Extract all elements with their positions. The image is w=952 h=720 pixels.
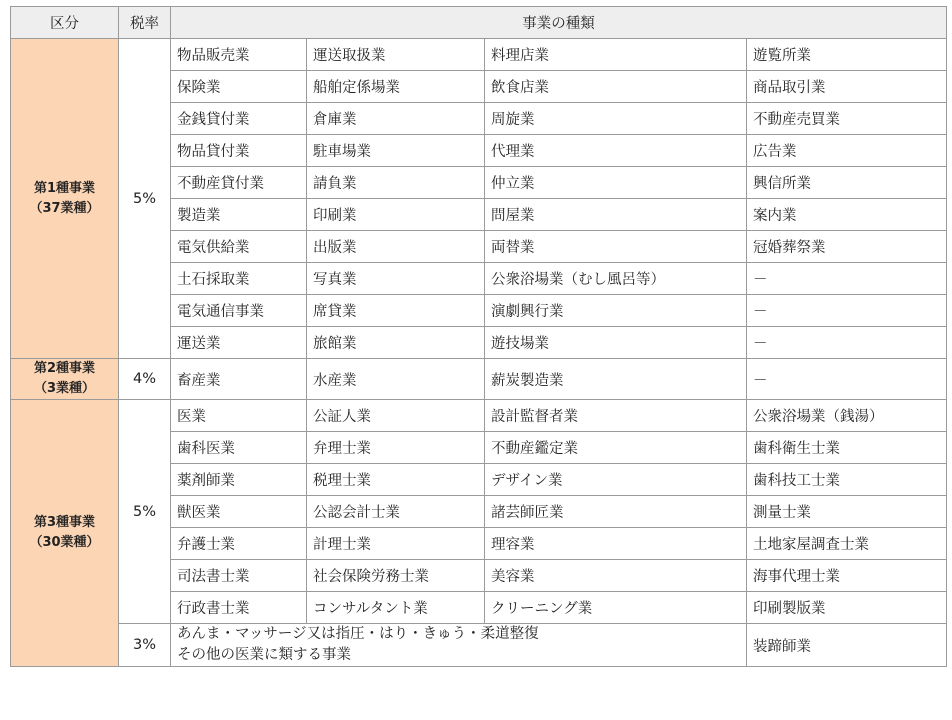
table-cell: 商品取引業 <box>747 71 947 103</box>
group2-rate: 4% <box>119 359 171 400</box>
table-cell: 社会保険労務士業 <box>307 560 485 592</box>
group3-special-types <box>171 624 747 667</box>
table-cell: 歯科衛生士業 <box>747 432 947 464</box>
group3-category <box>11 400 119 667</box>
table-cell: 行政書士業 <box>171 592 307 624</box>
table-cell: コンサルタント業 <box>307 592 485 624</box>
header-row <box>11 7 947 39</box>
table-cell: クリーニング業 <box>485 592 747 624</box>
table-row <box>11 624 947 667</box>
table-cell: 印刷業 <box>307 199 485 231</box>
table-cell: － <box>747 327 947 359</box>
table-cell: 公衆浴場業（銭湯） <box>747 400 947 432</box>
table-cell: 遊覧所業 <box>747 39 947 71</box>
table-cell: 請負業 <box>307 167 485 199</box>
table-cell: 両替業 <box>485 231 747 263</box>
business-tax-table <box>10 6 947 667</box>
group3-sublabel: （30業種） <box>29 535 100 550</box>
table-cell: 公認会計士業 <box>307 496 485 528</box>
table-cell: 代理業 <box>485 135 747 167</box>
table-cell: 歯科医業 <box>171 432 307 464</box>
table-cell: 仲立業 <box>485 167 747 199</box>
table-cell: 冠婚葬祭業 <box>747 231 947 263</box>
table-cell: 周旋業 <box>485 103 747 135</box>
table-cell: 設計監督者業 <box>485 400 747 432</box>
table-cell: 席貸業 <box>307 295 485 327</box>
group3-special-last: 装蹄師業 <box>747 624 947 667</box>
table-cell: 土石採取業 <box>171 263 307 295</box>
table-cell: 物品販売業 <box>171 39 307 71</box>
group1-rate: 5% <box>119 39 171 359</box>
table-cell: 案内業 <box>747 199 947 231</box>
table-cell: 料理店業 <box>485 39 747 71</box>
table-cell: 印刷製版業 <box>747 592 947 624</box>
table-row <box>11 359 947 400</box>
table-cell: 弁理士業 <box>307 432 485 464</box>
table-cell: 興信所業 <box>747 167 947 199</box>
table-body <box>11 39 947 667</box>
group2-label: 第2種事業 <box>33 361 96 376</box>
group1-label: 第1種事業 <box>33 180 96 196</box>
table-cell: － <box>747 295 947 327</box>
header-rate: 税率 <box>119 7 171 39</box>
table-cell: 広告業 <box>747 135 947 167</box>
table-cell: 電気供給業 <box>171 231 307 263</box>
table-cell: 不動産鑑定業 <box>485 432 747 464</box>
table-cell: 計理士業 <box>307 528 485 560</box>
table-cell: 諸芸師匠業 <box>485 496 747 528</box>
table-cell: － <box>747 359 947 400</box>
table-cell: 出版業 <box>307 231 485 263</box>
table-cell: 製造業 <box>171 199 307 231</box>
header-types: 事業の種類 <box>171 7 947 39</box>
table-cell: 運送取扱業 <box>307 39 485 71</box>
table-cell: 倉庫業 <box>307 103 485 135</box>
group3-rate: 5% <box>119 400 171 624</box>
table-cell: 公衆浴場業（むし風呂等） <box>485 263 747 295</box>
table-cell: 測量士業 <box>747 496 947 528</box>
table-cell: 飲食店業 <box>485 71 747 103</box>
table-cell: 理容業 <box>485 528 747 560</box>
group1-category <box>11 39 119 359</box>
table-row <box>11 39 947 71</box>
table-cell: 保険業 <box>171 71 307 103</box>
table-cell: 司法書士業 <box>171 560 307 592</box>
table-cell: 遊技場業 <box>485 327 747 359</box>
header-category: 区分 <box>11 7 119 39</box>
table-cell: 物品貸付業 <box>171 135 307 167</box>
table-cell: 海事代理士業 <box>747 560 947 592</box>
table-cell: 写真業 <box>307 263 485 295</box>
table-cell: 水産業 <box>307 359 485 400</box>
table-cell: 薪炭製造業 <box>485 359 747 400</box>
table-cell: 旅館業 <box>307 327 485 359</box>
group3-special-rate: 3% <box>119 624 171 667</box>
table-cell: 問屋業 <box>485 199 747 231</box>
table-cell: 駐車場業 <box>307 135 485 167</box>
table-cell: 美容業 <box>485 560 747 592</box>
table-cell: 電気通信事業 <box>171 295 307 327</box>
table-cell: 不動産売買業 <box>747 103 947 135</box>
group2-category <box>11 359 119 400</box>
table-cell: 公証人業 <box>307 400 485 432</box>
group2-sublabel: （3業種） <box>33 381 96 396</box>
table-cell: 金銭貸付業 <box>171 103 307 135</box>
table-cell: 獣医業 <box>171 496 307 528</box>
table-cell: 演劇興行業 <box>485 295 747 327</box>
group3-label: 第3種事業 <box>33 515 96 530</box>
table-cell: － <box>747 263 947 295</box>
table-cell: 医業 <box>171 400 307 432</box>
table-cell: 不動産貸付業 <box>171 167 307 199</box>
table-cell: 弁護士業 <box>171 528 307 560</box>
table-cell: 歯科技工士業 <box>747 464 947 496</box>
table-row <box>11 400 947 432</box>
special-line-2: その他の医業に類する事業 <box>177 647 351 663</box>
table-cell: 土地家屋調査士業 <box>747 528 947 560</box>
table-cell: デザイン業 <box>485 464 747 496</box>
table-cell: 税理士業 <box>307 464 485 496</box>
table-cell: 運送業 <box>171 327 307 359</box>
table-cell: 船舶定係場業 <box>307 71 485 103</box>
table-cell: 薬剤師業 <box>171 464 307 496</box>
special-line-1: あんま・マッサージ又は指圧・はり・きゅう・柔道整復 <box>177 626 539 642</box>
group1-sublabel: （37業種） <box>29 200 100 216</box>
table-cell: 畜産業 <box>171 359 307 400</box>
